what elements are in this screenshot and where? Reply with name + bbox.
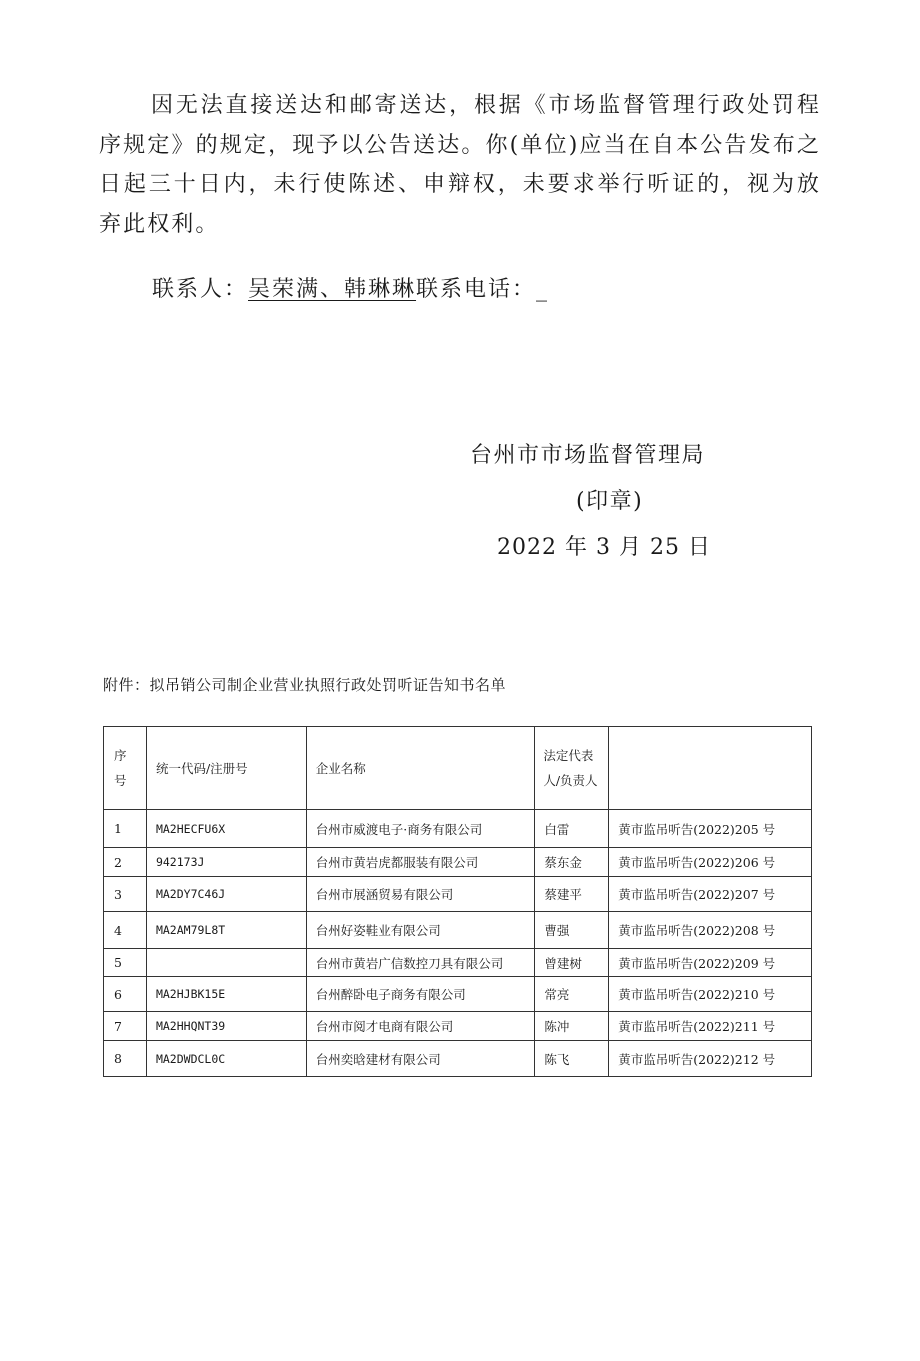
cell-notice-no: 黄市监吊听告(2022)211 号	[609, 1012, 812, 1041]
cell-company: 台州市阅才电商有限公司	[306, 1012, 535, 1041]
table-row	[104, 810, 812, 848]
cell-representative: 陈飞	[535, 1041, 609, 1077]
cell-representative: 曹强	[535, 912, 609, 949]
cell-notice-no: 黄市监吊听告(2022)207 号	[609, 877, 812, 912]
table-row	[104, 1012, 812, 1041]
cell-representative: 白雷	[535, 810, 609, 848]
cell-notice-no: 黄市监吊听告(2022)205 号	[609, 810, 812, 848]
cell-serial: 4	[104, 912, 147, 949]
cell-code: MA2DWDCL0C	[146, 1041, 306, 1077]
table-row	[104, 977, 812, 1012]
table-body	[104, 810, 812, 1077]
contact-line	[152, 268, 549, 312]
contact-prefix: 联系人：	[152, 277, 249, 302]
header-serial: 序 号	[104, 727, 147, 810]
cell-notice-no: 黄市监吊听告(2022)206 号	[609, 848, 812, 877]
cell-code: 942173J	[146, 848, 306, 877]
cell-serial: 8	[104, 1041, 147, 1077]
cell-serial: 7	[104, 1012, 147, 1041]
seal-label: (印章)	[576, 489, 644, 514]
cell-serial: 1	[104, 810, 147, 848]
cell-company: 台州醉卧电子商务有限公司	[306, 977, 535, 1012]
cell-code: MA2HHQNT39	[146, 1012, 306, 1041]
table-row	[104, 1041, 812, 1077]
cell-code: MA2HJBK15E	[146, 977, 306, 1012]
cell-company: 台州市威渡电子·商务有限公司	[306, 810, 535, 848]
attachment-table	[103, 726, 812, 1077]
issuing-authority: 台州市市场监督管理局	[470, 443, 706, 468]
cell-representative: 曾建树	[535, 949, 609, 977]
cell-representative: 常亮	[535, 977, 609, 1012]
table-row	[104, 848, 812, 877]
table-header-row	[104, 727, 812, 810]
phone-label: 联系电话：_	[416, 277, 550, 302]
attachment-title: 附件：拟吊销公司制企业营业执照行政处罚听证告知书名单	[103, 676, 507, 694]
cell-code	[146, 949, 306, 977]
cell-notice-no: 黄市监吊听告(2022)208 号	[609, 912, 812, 949]
cell-representative: 陈冲	[535, 1012, 609, 1041]
cell-company: 台州市黄岩广信数控刀具有限公司	[306, 949, 535, 977]
cell-company: 台州好姿鞋业有限公司	[306, 912, 535, 949]
cell-representative: 蔡东金	[535, 848, 609, 877]
cell-code: MA2HECFU6X	[146, 810, 306, 848]
table-row	[104, 949, 812, 977]
cell-company: 台州市黄岩虎都服装有限公司	[306, 848, 535, 877]
table-row	[104, 912, 812, 949]
cell-code: MA2DY7C46J	[146, 877, 306, 912]
cell-serial: 6	[104, 977, 147, 1012]
header-code: 统一代码/注册号	[146, 727, 306, 810]
header-company: 企业名称	[306, 727, 535, 810]
cell-company: 台州市展涵贸易有限公司	[306, 877, 535, 912]
header-notice-no	[609, 727, 812, 810]
cell-serial: 3	[104, 877, 147, 912]
contact-names: 吴荣满、韩琳琳	[248, 277, 417, 302]
notice-date: 2022 年 3 月 25 日	[497, 535, 711, 560]
cell-serial: 2	[104, 848, 147, 877]
cell-notice-no: 黄市监吊听告(2022)210 号	[609, 977, 812, 1012]
cell-representative: 蔡建平	[535, 877, 609, 912]
table-row	[104, 877, 812, 912]
notice-paragraph: 因无法直接送达和邮寄送达，根据《市场监督管理行政处罚程序规定》的规定，现予以公告送达。你(单位)应当在自本公告发布之日起三十日内，未行使陈述、申辩权，未要求举行听证的，视为放弃此权利。	[99, 93, 821, 237]
cell-notice-no: 黄市监吊听告(2022)212 号	[609, 1041, 812, 1077]
cell-code: MA2AM79L8T	[146, 912, 306, 949]
cell-notice-no: 黄市监吊听告(2022)209 号	[609, 949, 812, 977]
header-representative: 法定代表 人/负责人	[535, 727, 609, 810]
cell-serial: 5	[104, 949, 147, 977]
cell-company: 台州奕晗建材有限公司	[306, 1041, 535, 1077]
